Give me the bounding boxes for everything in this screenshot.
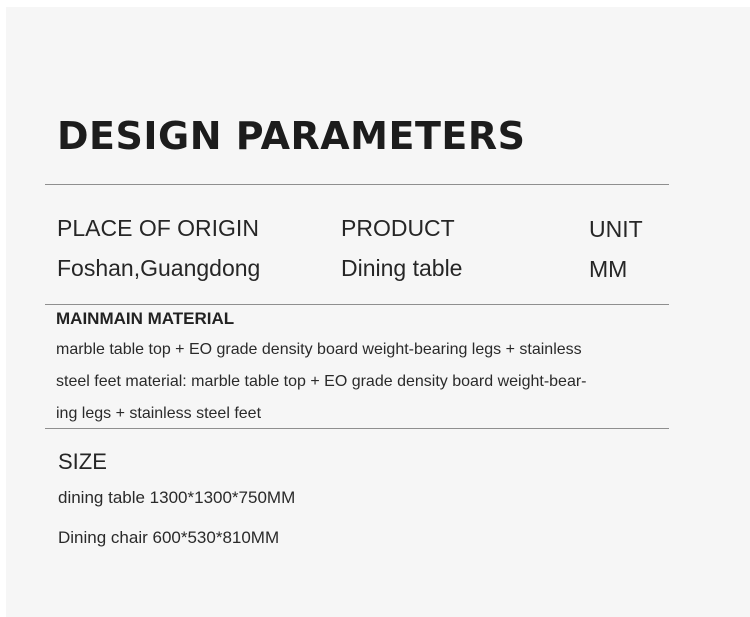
- material-line: marble table top + EO grade density board weight-bearing legs + stainless: [56, 341, 582, 358]
- divider-bottom: [45, 428, 669, 429]
- material-heading: MAINMAIN MATERIAL: [56, 309, 235, 328]
- material-line: steel feet material: marble table top + EO grade density board weight-bear-: [56, 373, 587, 390]
- unit-label: UNIT: [589, 216, 643, 242]
- size-heading: SIZE: [58, 449, 107, 474]
- product-value: Dining table: [341, 255, 463, 281]
- page-title: DESIGN PARAMETERS: [57, 114, 526, 158]
- size-line-table: dining table 1300*1300*750MM: [58, 488, 296, 507]
- origin-label: PLACE OF ORIGIN: [57, 215, 259, 241]
- material-line: ing legs + stainless steel feet: [56, 405, 262, 422]
- divider-middle: [45, 304, 669, 305]
- unit-value: MM: [589, 256, 628, 282]
- product-label: PRODUCT: [341, 215, 455, 241]
- origin-value: Foshan,Guangdong: [57, 255, 261, 281]
- size-line-chair: Dining chair 600*530*810MM: [58, 528, 280, 547]
- divider-top: [45, 184, 669, 185]
